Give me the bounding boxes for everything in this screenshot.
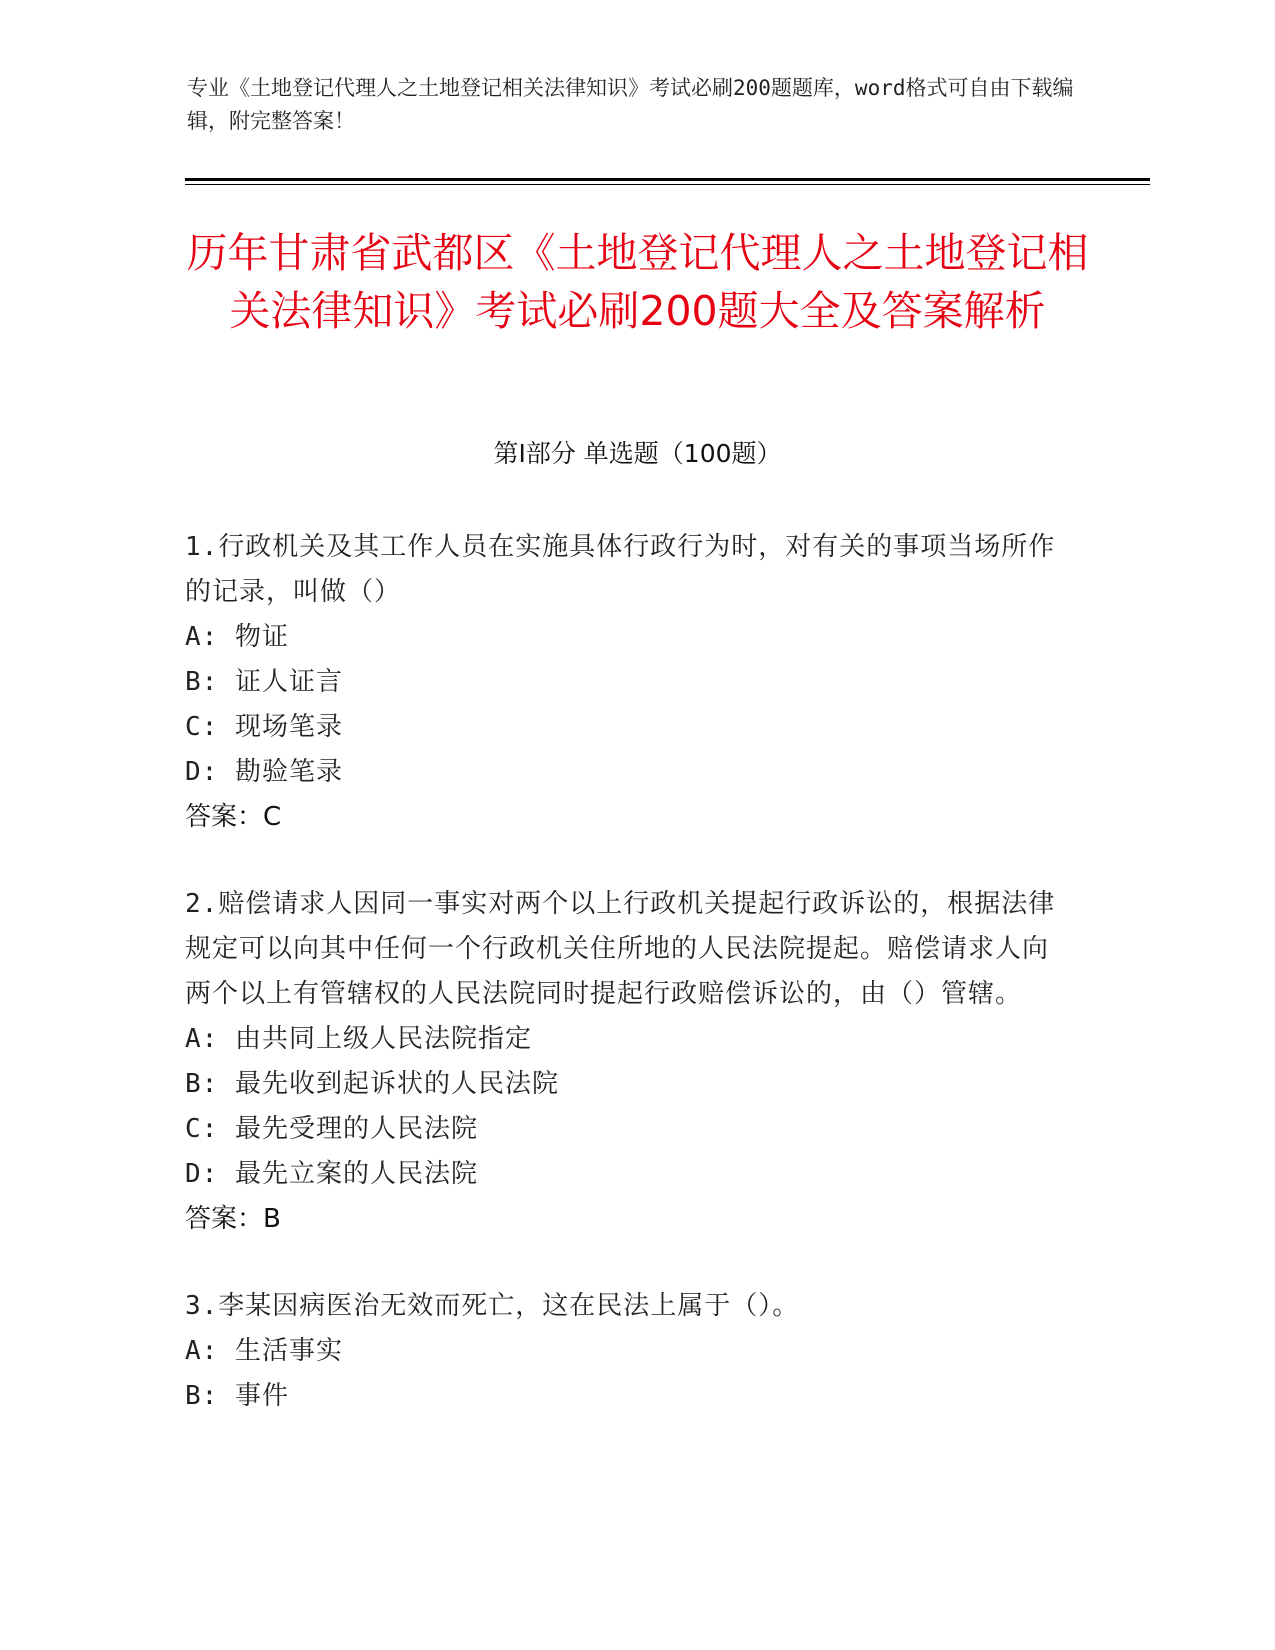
option-b: B: 最先收到起诉状的人民法院 xyxy=(185,1069,559,1099)
header-note: 专业《土地登记代理人之土地登记相关法律知识》考试必刷200题题库，word格式可自由下载编辑，附完整答案！ xyxy=(187,76,1074,133)
header-rule-thick xyxy=(185,178,1150,181)
question-stem: 1.行政机关及其工作人员在实施具体行政行为时，对有关的事项当场所作的记录，叫做（） xyxy=(185,532,1056,607)
answer-line: 答案：B xyxy=(185,1204,281,1234)
option-c: C: 现场笔录 xyxy=(185,712,343,742)
option-a: A: 生活事实 xyxy=(185,1336,343,1366)
question-stem: 2.赔偿请求人因同一事实对两个以上行政机关提起行政诉讼的，根据法律规定可以向其中任何一个行政机关住所地的人民法院提起。赔偿请求人向两个以上有管辖权的人民法院同时提起行政赔偿诉讼的，由（）管辖。 xyxy=(185,889,1056,1009)
option-b: B: 证人证言 xyxy=(185,667,343,697)
answer-line: 答案：C xyxy=(185,802,282,832)
header-rule-thin xyxy=(185,184,1150,185)
option-a: A: 物证 xyxy=(185,622,289,652)
question-2 xyxy=(185,882,1065,1242)
option-d: D: 最先立案的人民法院 xyxy=(185,1159,478,1189)
question-3 xyxy=(185,1284,1065,1419)
option-d: D: 勘验笔录 xyxy=(185,757,343,787)
option-a: A: 由共同上级人民法院指定 xyxy=(185,1024,532,1054)
document-title: 历年甘肃省武都区《土地登记代理人之土地登记相关法律知识》考试必刷200题大全及答案解析 xyxy=(186,229,1089,335)
option-c: C: 最先受理的人民法院 xyxy=(185,1114,478,1144)
option-b: B: 事件 xyxy=(185,1381,289,1411)
question-list xyxy=(185,525,1065,1461)
question-1 xyxy=(185,525,1065,840)
question-stem: 3.李某因病医治无效而死亡，这在民法上属于（）。 xyxy=(185,1291,800,1321)
section-heading: 第Ⅰ部分 单选题（100题） xyxy=(493,439,782,468)
